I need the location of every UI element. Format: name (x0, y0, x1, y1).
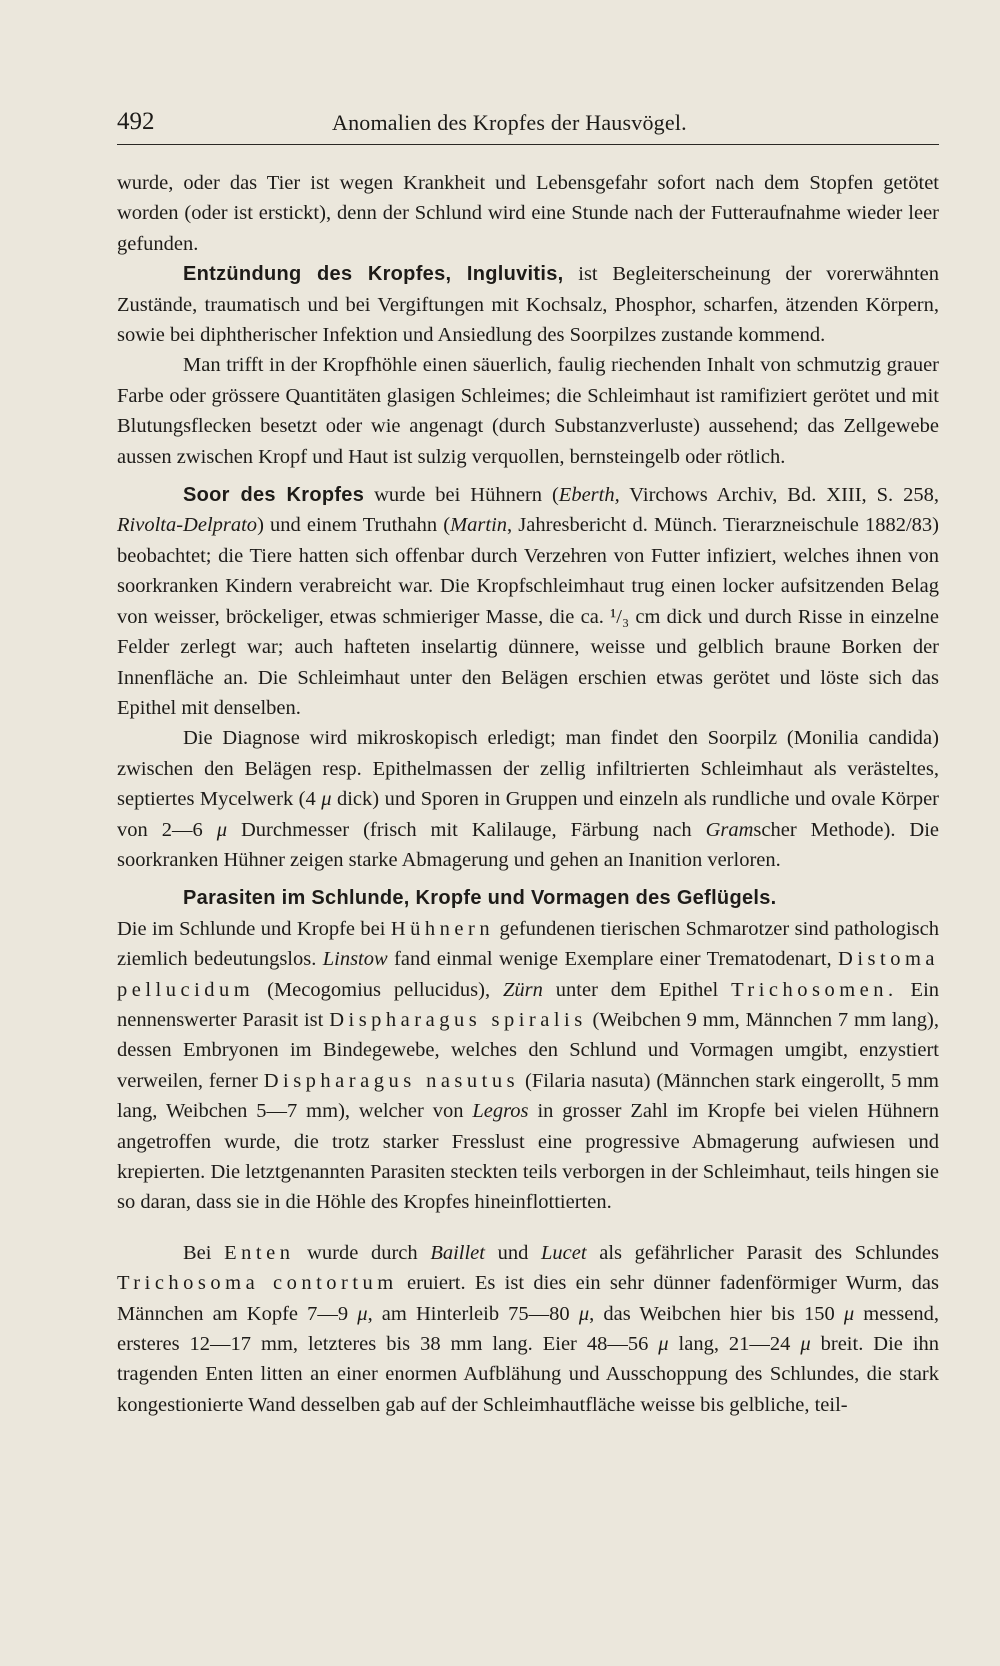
micron-symbol: μ (321, 788, 332, 811)
page-header (117, 108, 939, 145)
spaced-term: Trichosoma contortum (117, 1272, 398, 1295)
author-name: Eberth, (558, 484, 620, 507)
text-run: fand einmal wenige Exemplare einer Trematodenart, (387, 948, 839, 971)
text-run: ) und einem Truthahn ( (257, 514, 451, 537)
fraction: ¹/₃ (610, 605, 630, 628)
text-run: wurde durch (294, 1241, 431, 1264)
section-heading-inline: Entzündung des Kropfes, Ingluvitis, (183, 263, 564, 286)
text-run: in grosser Zahl im Kropfe bei vielen Hühnern angetroffen wurde, die trotz starker Fresslust eine progressive Abmagerung aufwiesen und krepierten. Die letztgenannten Parasiten steckten teils verborgen in der Schleimhaut, teils hingen sie so daran, dass sie in die Höhle des Kropfes hineinflottierten. (117, 1100, 939, 1214)
author-name: Lucet (541, 1241, 587, 1264)
text-run: gefundenen tierischen Schmarotzer sind pathologisch ziemlich bedeutungslos. (117, 917, 939, 971)
text-run: Die Diagnose wird mikroskopisch erledigt; man findet den Soorpilz (Monilia candida) zwischen den Belägen resp. Epithelmassen der zellig infiltrierten Schleimhaut als verästeltes, septiertes Mycelwerk (4 (117, 727, 939, 811)
author-name: Linstow (322, 948, 388, 971)
micron-symbol: μ (357, 1302, 368, 1325)
author-name: Baillet (430, 1241, 485, 1264)
spaced-term: Dispharagus spiralis (329, 1008, 587, 1031)
author-name: Legros (472, 1100, 529, 1123)
text-run: scher Methode). Die soorkranken Hühner zeigen starke Abmagerung und gehen an Inanition verloren. (117, 818, 940, 871)
spaced-term: Trichosomen. (731, 978, 898, 1001)
author-name: Zürn (503, 978, 543, 1001)
text-run: Durchmesser (frisch mit Kalilauge, Färbung nach (226, 818, 706, 841)
page-number: 492 (117, 108, 155, 135)
paragraph-enten (117, 1238, 939, 1420)
paragraph-text: Man trifft in der Kropfhöhle einen säuerlich, faulig riechenden Inhalt von schmutzig grauer Farbe oder grössere Quantitäten glasigen Schleimes; die Schleimhaut ist ramifiziert gerötet und mit Blutungsflecken besetzt oder wie angenagt (durch Substanzverluste) aussehend; das Zellgewebe aussen zwischen Kropf und Haut ist sulzig verquollen, bernsteingelb oder rötlich. (117, 354, 939, 468)
text-run: dick) und Sporen in Gruppen und einzeln als rundliche und ovale Körper von 2—6 (117, 788, 940, 841)
paragraph-text: wurde, oder das Tier ist wegen Krankheit und Lebensgefahr sofort nach dem Stopfen getötet worden (oder ist erstickt), denn der Schlund wird eine Stunde nach der Futteraufnahme wieder leer gefunden. (117, 172, 939, 255)
section-heading-inline: Soor des Kropfes (183, 484, 365, 507)
micron-symbol: μ (578, 1302, 590, 1325)
spaced-term: Dispharagus nasutus (263, 1069, 520, 1092)
running-title: Anomalien des Kropfes der Hausvögel. (332, 110, 687, 135)
section-heading-parasiten (117, 883, 939, 913)
text-run: Ein nennenswerter Parasit ist (117, 978, 940, 1031)
text-run: , Jahresbericht d. Münch. Tierarzneischule 1882/83) beobachtet; die Tiere hatten sich offenbar durch Verzehren von Futter infiziert, welches ihnen von soorkranken Kindern verabreicht war. Die Kropfschleimhaut trug einen locker aufsitzenden Belag von weisser, bröckeliger, etwas schmieriger Masse, die ca. (117, 514, 939, 628)
author-name: Martin (450, 514, 508, 537)
micron-symbol: μ (843, 1302, 855, 1325)
text-run: und (484, 1241, 542, 1264)
text-run: eruiert. Es ist dies ein sehr dünner fadenförmiger Wurm, das Männchen am Kopfe 7—9 (117, 1272, 939, 1325)
text-run: (Filaria nasuta) (Männchen stark eingerollt, 5 mm lang, Weibchen 5—7 mm), welcher von (117, 1069, 939, 1123)
micron-symbol: μ (658, 1333, 669, 1356)
text-run: breit. Die ihn tragenden Enten litten an einer enormen Aufblähung und Ausschoppung des Schlundes, die stark kongestionierte Wand desselben gab auf der Schleimhautfläche weisse bis gelbliche, teil- (117, 1333, 940, 1416)
paragraph-text: ist Begleiterscheinung der vorerwähnten Zustände, traumatisch und bei Vergiftungen mit Kochsalz, Phosphor, scharfen, ätzenden Körpern, sowie bei diphtherischer Infektion und Ansiedlung des Soorpilzes zustande kommend. (117, 263, 939, 347)
paragraph-soor (117, 480, 939, 723)
section-heading: Parasiten im Schlunde, Kropfe und Vormagen des Geflügels. (183, 887, 777, 910)
author-name: Rivolta-Delprato (117, 514, 258, 537)
paragraph-diagnose (117, 723, 939, 875)
paragraph-kropfhoehle (117, 350, 939, 472)
text-run: (Weibchen 9 mm, Männchen 7 mm lang), dessen Embryonen im Bindegewebe, welches den Schlund und Vormagen umgibt, enzystiert verweilen, ferner (117, 1008, 939, 1092)
text-run: (Mecogomius pellucidus), (254, 978, 503, 1001)
micron-symbol: μ (800, 1333, 811, 1356)
text-run: cm dick und durch Risse in einzelne Felder zerlegt war; auch hafteten inselartig dünnere, weisse und gelblich braune Borken der Innenfläche an. Die Schleimhaut unter den Belägen erschien etwas gerötet und löste sich das Epithel mit denselben. (117, 605, 939, 719)
spaced-term: Hühnern (390, 917, 495, 940)
paragraph-parasiten (117, 914, 939, 1218)
body-text (117, 168, 939, 1420)
paragraph-continuation (117, 168, 939, 259)
spaced-term: Distoma pellucidum (117, 948, 940, 1001)
text-run: , das Weibchen hier bis 150 (589, 1302, 844, 1325)
author-name: Gram (705, 818, 754, 841)
text-run: wurde bei Hühnern ( (364, 484, 559, 507)
text-run: als gefährlicher Parasit des Schlundes (586, 1241, 940, 1264)
text-run: unter dem Epithel (542, 978, 732, 1001)
text-run: Virchows Archiv, Bd. XIII, S. 258, (619, 484, 939, 507)
text-run: Bei (183, 1241, 225, 1264)
text-run: lang, 21—24 (668, 1333, 801, 1356)
micron-symbol: μ (216, 818, 227, 841)
paragraph-ingluvitis (117, 259, 939, 350)
text-run: messend, ersteres 12—17 mm, letzteres bis 38 mm lang. Eier 48—56 (117, 1302, 940, 1356)
spaced-term: Enten (224, 1241, 295, 1264)
text-run: , am Hinterleib 75—80 (367, 1302, 579, 1325)
text-run: Die im Schlunde und Kropfe bei (117, 917, 391, 940)
